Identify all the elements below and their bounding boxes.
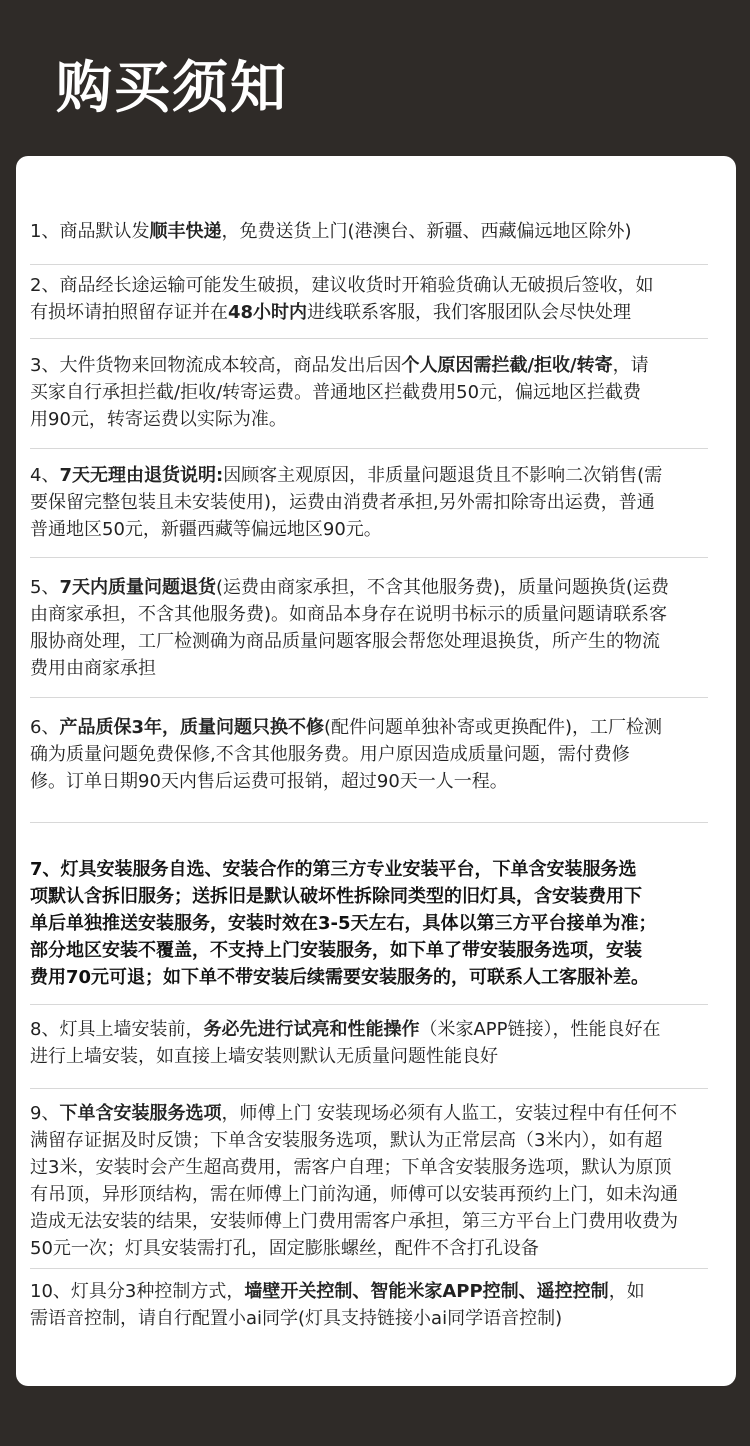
notice-text: ，如 需语音控制，请自行配置小ai同学(灯具支持链接小ai同学语音控制) [30, 1281, 645, 1329]
notice-item-4 [30, 462, 720, 543]
notice-card [16, 156, 736, 1386]
notice-text: 9、 [30, 1103, 60, 1124]
notice-item-3 [30, 352, 720, 433]
notice-emphasis-text: 务必先进行试亮和性能操作 [203, 1019, 420, 1040]
notice-text: （米家APP链接），性能良好在 进行上墙安装，如直接上墙安装则默认无质量问题性能良好 [30, 1019, 661, 1067]
divider [30, 1004, 708, 1005]
notice-emphasis-text: 个人原因需拦截/拒收/转寄 [401, 355, 613, 376]
notice-text: 2、商品经长途运输可能发生破损，建议收货时开箱验货确认无破损后签收，如 有损坏请拍照留存证并在 [30, 275, 654, 323]
notice-text: 4、 [30, 465, 60, 486]
notice-text: 8、灯具上墙安装前， [30, 1019, 204, 1040]
notice-text: 5、 [30, 577, 60, 598]
notice-emphasis-text: 墙壁开关控制、智能米家APP控制、遥控控制 [244, 1281, 609, 1302]
notice-item-7 [30, 856, 720, 991]
notice-item-6 [30, 714, 720, 795]
notice-emphasis-text: 48小时内 [228, 302, 308, 323]
divider [30, 697, 708, 698]
notice-item-10 [30, 1278, 720, 1332]
notice-text: ，免费送货上门(港澳台、新疆、西藏偏远地区除外) [221, 221, 632, 242]
divider [30, 1088, 708, 1089]
notice-text: 因顾客主观原因，非质量问题退货且不影响二次销售(需 要保留完整包装且未安装使用)，运费由消费者承担,另外需扣除寄出运费，普通 普通地区50元，新疆西藏等偏远地区90元。 [30, 465, 663, 540]
notice-text: (运费由商家承担，不含其他服务费)，质量问题换货(运费 由商家承担，不含其他服务费)。如商品本身存在说明书标示的质量问题请联系客 服协商处理，工厂检测确为商品质量问题客服会帮您处理退换货，所产生的物流 费用由商家承担 [30, 577, 670, 679]
notice-text: 10、灯具分3种控制方式， [30, 1281, 245, 1302]
notice-item-2 [30, 272, 720, 326]
notice-text: ，师傅上门 安装现场必须有人监工，安装过程中有任何不 满留存证据及时反馈；下单含安装服务选项，默认为正常层高（3米内），如有超 过3米，安装时会产生超高费用，需客户自理；下单含安装服务选项，默认为原顶 有吊顶，异形顶结构，需在师傅上门前沟通，师傅可以安装再预约上门，如未沟通 造成无法安装的结果，安装师傅上门费用需客户承担，第三方平台上门费用收费为 50元一次；灯具安装需打孔，固定膨胀螺丝，配件不含打孔设备 [30, 1103, 678, 1259]
notice-item-8 [30, 1016, 720, 1070]
notice-item-1 [30, 218, 720, 245]
page-title: 购买须知 [56, 56, 288, 121]
notice-emphasis-text: 7天无理由退货说明: [59, 465, 224, 486]
notice-text: 3、大件货物来回物流成本较高，商品发出后因 [30, 355, 402, 376]
divider [30, 338, 708, 339]
notice-text: ，请 买家自行承担拦截/拒收/转寄运费。普通地区拦截费用50元，偏远地区拦截费 用90元，转寄运费以实际为准。 [30, 355, 649, 430]
notice-emphasis-text: 产品质保3年，质量问题只换不修 [59, 717, 324, 738]
notice-item-5 [30, 574, 720, 682]
notice-text: (配件问题单独补寄或更换配件)，工厂检测 确为质量问题免费保修,不含其他服务费。用户原因造成质量问题，需付费修 修。订单日期90天内售后运费可报销，超过90天一人一程。 [30, 717, 663, 792]
notice-text: 1、商品默认发 [30, 221, 150, 242]
notice-emphasis-text: 下单含安装服务选项 [59, 1103, 222, 1124]
divider [30, 822, 708, 823]
notice-text: 7、灯具安装服务自选、安装合作的第三方专业安装平台，下单含安装服务选 项默认含拆旧服务；送拆旧是默认破坏性拆除同类型的旧灯具，含安装费用下 单后单独推送安装服务，安装时效在3-5天左右，具体以第三方平台接单为准； 部分地区安装不覆盖，不支持上门安装服务，如下单了带安装服务选项，安装 费用70元可退；如下单不带安装后续需要安装服务的，可联系人工客服补差。 [30, 859, 657, 988]
notice-item-9 [30, 1100, 720, 1262]
notice-emphasis-text: 7天内质量问题退货 [59, 577, 216, 598]
divider [30, 1268, 708, 1269]
divider [30, 448, 708, 449]
notice-text: 进线联系客服，我们客服团队会尽快处理 [307, 302, 632, 323]
notice-text: 6、 [30, 717, 60, 738]
divider [30, 557, 708, 558]
divider [30, 264, 708, 265]
notice-emphasis-text: 顺丰快递 [149, 221, 222, 242]
